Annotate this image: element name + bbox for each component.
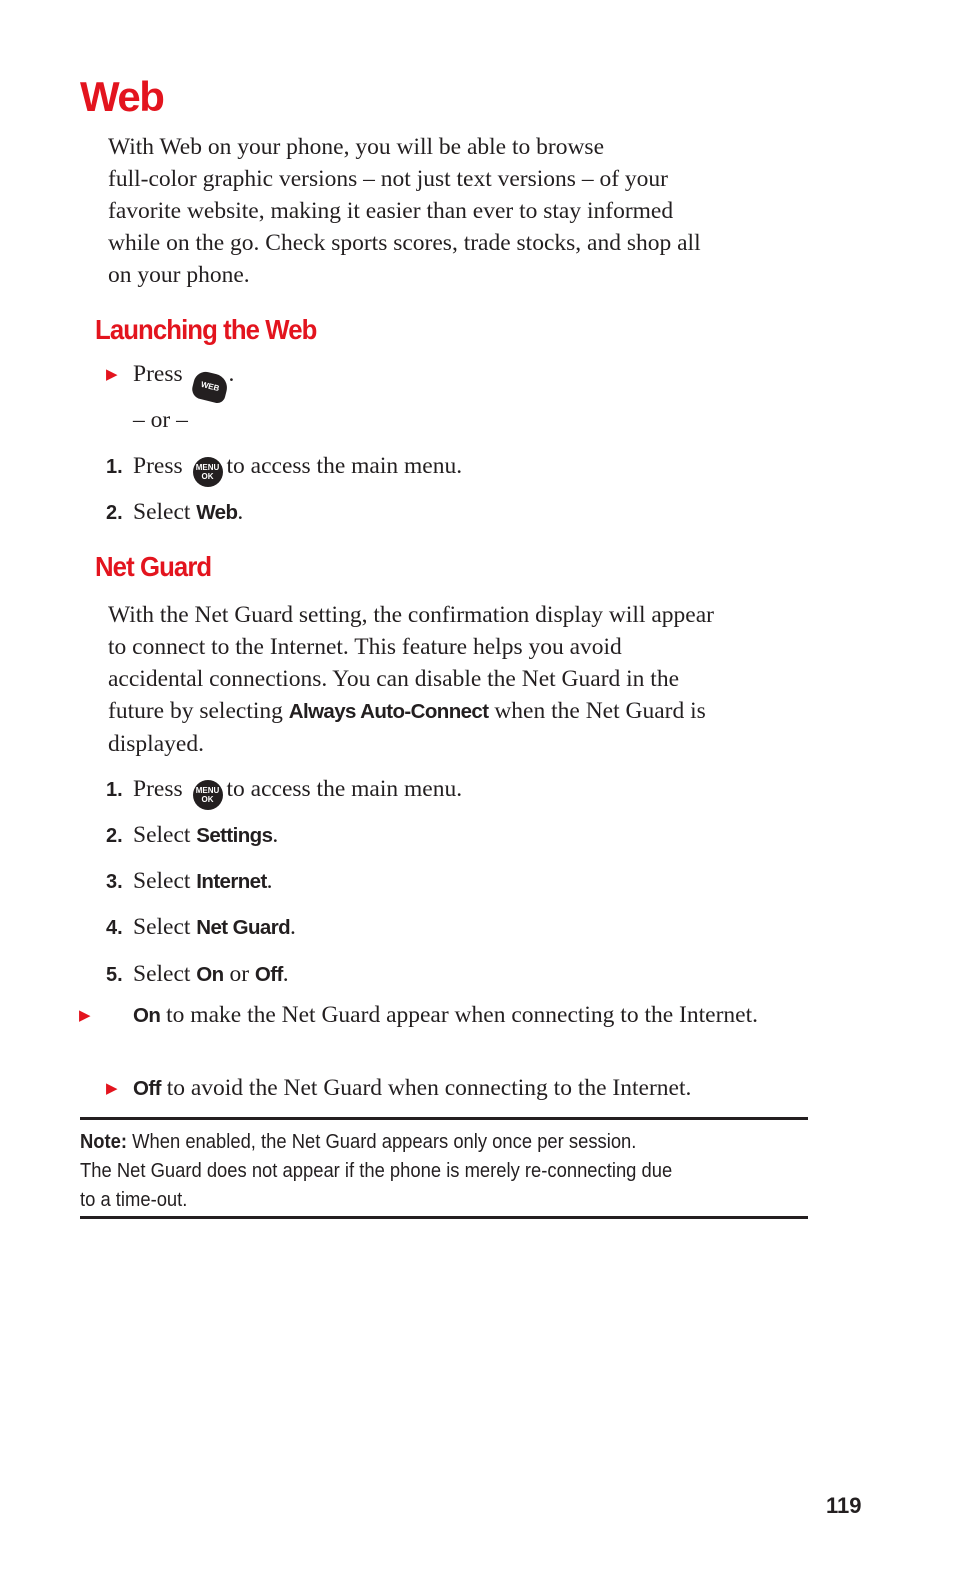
net-guard-paragraph: With the Net Guard setting, the confirmation display will appear to connect to the Internet. This feature helps you avoid accidental connections. You can disable the Net Guard in the future by selecting Always Auto-Connect when the Net Guard is displayed. — [108, 602, 714, 757]
net-guard-bullet-on: ▶ On to make the Net Guard appear when connecting to the Internet. — [106, 999, 813, 1032]
note-label: Note: — [80, 1131, 128, 1153]
or-separator: – or – — [133, 407, 188, 433]
net-guard-heading: Net Guard — [95, 551, 212, 582]
net-guard-step-2: 2. Select Settings. — [106, 822, 279, 848]
bullet-arrow-icon: ▶ — [106, 367, 118, 383]
note-text: Note: When enabled, the Net Guard appears only once per session. The Net Guard does not appear if the phone is merely re-connecting due to a time-out. — [80, 1131, 673, 1211]
net-guard-step-3: 3. Select Internet. — [106, 868, 273, 894]
launching-heading: Launching the Web — [95, 314, 317, 345]
note-box — [80, 1117, 808, 1219]
launch-step-1: 1. Press MENU OK to access the main menu. — [106, 450, 462, 487]
page-title: Web — [80, 73, 164, 120]
page-number: 119 — [826, 1493, 862, 1518]
menu-ok-key-icon: MENU OK — [193, 457, 223, 487]
net-guard-step-4: 4. Select Net Guard. — [106, 914, 296, 940]
net-guard-step-5: 5. Select On or Off. — [106, 961, 289, 987]
launch-step-2: 2. Select Web. — [106, 499, 244, 525]
bullet-arrow-icon: ▶ — [106, 1081, 118, 1097]
web-key-icon: WEB — [190, 369, 230, 404]
bullet-arrow-icon: ▶ — [79, 1008, 91, 1024]
net-guard-step-1: 1. Press MENU OK to access the main menu. — [106, 773, 462, 810]
intro-paragraph: With Web on your phone, you will be able to browse full-color graphic versions – not just text versions – of your favorite website, making it easier than ever to stay informed while on the go. Check sports scores, trade stocks, and shop all on your phone. — [108, 134, 701, 288]
press-text: Press — [133, 361, 183, 387]
net-guard-bullet-off: ▶ Off to avoid the Net Guard when connecting to the Internet. — [106, 1072, 691, 1105]
launch-bullet: ▶ Press WEB . — [106, 358, 234, 401]
menu-ok-key-icon: MENU OK — [193, 780, 223, 810]
